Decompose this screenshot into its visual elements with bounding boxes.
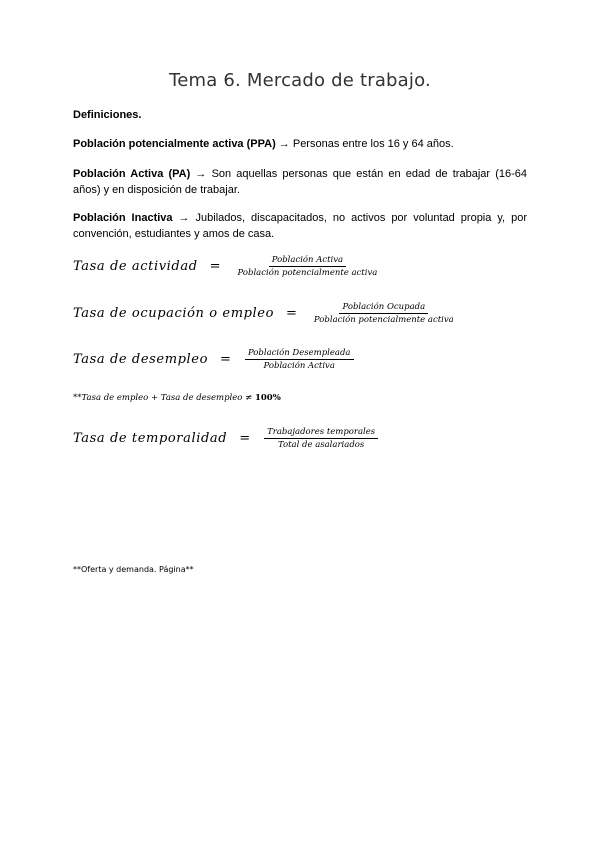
equals-sign: = <box>209 259 221 274</box>
definition-ppa <box>73 136 527 152</box>
rates-note <box>73 393 281 403</box>
footer-note: **Oferta y demanda. Página** <box>73 565 194 574</box>
fraction-numerator: Trabajadores temporales <box>264 427 378 439</box>
definition-text: → Son aquellas personas que están en edad de trabajar (16-64 años) y en disposición de trabajar. <box>73 168 527 196</box>
fraction-denominator: Población Activa <box>263 361 335 371</box>
fraction-denominator: Total de asalariados <box>277 440 365 450</box>
formula-tasa-actividad <box>73 255 380 278</box>
definition-text: → Personas entre los 16 y 64 años. <box>278 138 454 150</box>
note-bold-value: 100% <box>254 393 281 403</box>
formula-fraction <box>264 427 378 450</box>
formula-label: Tasa de temporalidad <box>73 431 228 446</box>
note-text: **Tasa de empleo + Tasa de desempleo ≠ <box>73 393 255 403</box>
fraction-numerator: Población Desempleada <box>245 348 354 360</box>
equals-sign: = <box>220 352 231 367</box>
definition-term: Población Activa (PA) <box>73 168 191 180</box>
definition-term: Población potencialmente activa (PPA) <box>73 138 276 150</box>
formula-fraction <box>235 255 381 278</box>
equals-sign: = <box>286 306 297 321</box>
fraction-denominator: Población potencialmente activa <box>237 268 378 278</box>
formula-fraction <box>311 302 457 325</box>
formula-tasa-temporalidad <box>73 427 378 450</box>
formula-label: Tasa de desempleo <box>73 352 209 367</box>
definition-pa <box>73 166 527 198</box>
formula-tasa-ocupacion <box>73 302 457 325</box>
formula-label: Tasa de ocupación o empleo <box>73 306 275 321</box>
formula-label: Tasa de actividad <box>73 259 198 274</box>
fraction-denominator: Población potencialmente activa <box>313 315 454 325</box>
formula-tasa-desempleo <box>73 348 354 371</box>
page-title: Tema 6. Mercado de trabajo. <box>169 70 431 91</box>
equals-sign: = <box>239 431 251 446</box>
definition-text: → Jubilados, discapacitados, no activos por voluntad propia y, por convención, estudiantes y amos de casa. <box>73 212 527 240</box>
fraction-numerator: Población Ocupada <box>339 302 428 314</box>
formula-fraction <box>245 348 354 371</box>
definition-term: Población Inactiva <box>73 212 173 224</box>
definitions-heading: Definiciones. <box>73 109 142 121</box>
fraction-numerator: Población Activa <box>269 255 346 267</box>
definition-inactiva <box>73 210 527 242</box>
